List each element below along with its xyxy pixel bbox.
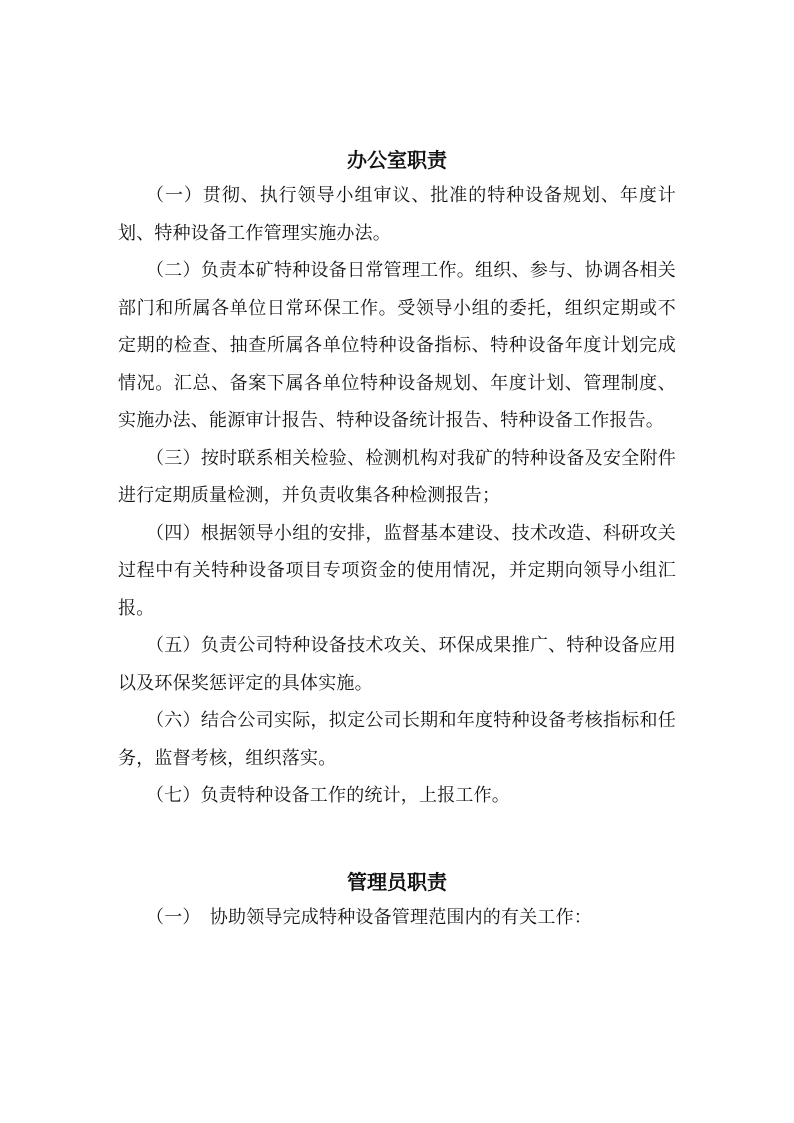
administrator-duty-item-1: （一） 协助领导完成特种设备管理范围内的有关工作： — [146, 906, 592, 928]
office-duty-item-7: （七）负责特种设备工作的统计，上报工作。 — [146, 785, 510, 806]
section-title-administrator-duties: 管理员职责 — [347, 869, 447, 894]
office-duty-item-1: （一）贯彻、执行领导小组审议、批准的特种设备规划、年度计划、特种设备工作管理实施办法。 — [118, 185, 676, 244]
office-duty-item-3: （三）按时联系相关检验、检测机构对我矿的特种设备及安全附件进行定期质量检测，并负责收集各种检测报告； — [118, 447, 676, 506]
section-spacer — [118, 815, 676, 867]
section-title-office-duties: 办公室职责 — [347, 148, 447, 172]
document-content — [118, 145, 676, 936]
office-duty-item-4: （四）根据领导小组的安排，监督基本建设、技术改造、科研攻关过程中有关特种设备项目专项资金的使用情况，并定期向领导小组汇报。 — [118, 522, 676, 619]
office-duty-item-2: （二）负责本矿特种设备日常管理工作。组织、参与、协调各相关部门和所属各单位日常环保工作。受领导小组的委托，组织定期或不定期的检查、抽查所属各单位特种设备指标、特种设备年度计划完成情况。汇总、备案下属各单位特种设备规划、年度计划、管理制度、实施办法、能源审计报告、特种设备统计报告、特种设备工作报告。 — [118, 260, 676, 431]
office-duty-item-6: （六）结合公司实际，拟定公司长期和年度特种设备考核指标和任务，监督考核，组织落实。 — [118, 710, 676, 769]
office-duty-item-5: （五）负责公司特种设备技术攻关、环保成果推广、特种设备应用以及环保奖惩评定的具体实施。 — [118, 635, 676, 694]
